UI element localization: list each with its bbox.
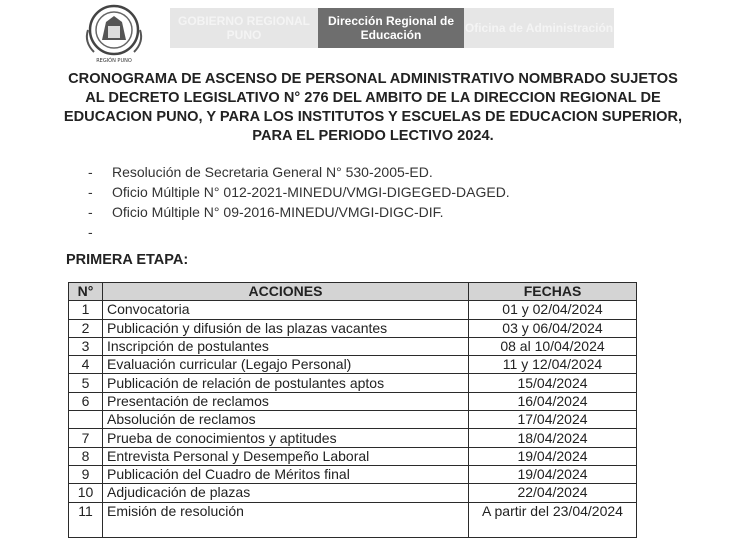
table-row: 7 Prueba de conocimientos y aptitudes 18/04/2024 — [69, 429, 637, 447]
header-fechas: FECHAS — [469, 283, 637, 301]
references-list — [88, 162, 688, 242]
table-row: 9 Publicación del Cuadro de Méritos final 19/04/2024 — [69, 465, 637, 483]
stage-title: PRIMERA ETAPA: — [66, 252, 189, 268]
reference-item: - Oficio Múltiple N° 09-2016-MINEDU/VMGI-DIGC-DIF. — [88, 204, 444, 220]
reference-item: - Oficio Múltiple N° 012-2021-MINEDU/VMGI-DIGEGED-DAGED. — [88, 184, 510, 200]
header-acciones: ACCIONES — [103, 283, 469, 301]
reference-item: - — [88, 224, 93, 240]
table-row: 5 Publicación de relación de postulantes aptos 15/04/2024 — [69, 374, 637, 392]
table-row: 8 Entrevista Personal y Desempeño Laboral 19/04/2024 — [69, 447, 637, 465]
table-row: 10 Adjudicación de plazas 22/04/2024 — [69, 484, 637, 502]
header-gobierno-regional: GOBIERNO REGIONAL PUNO — [170, 8, 318, 48]
table-row: 11 Emisión de resolución A partir del 23/04/2024 — [69, 502, 637, 537]
table-row: Absolución de reclamos 17/04/2024 — [69, 411, 637, 429]
header-no: N° — [69, 283, 103, 301]
schedule-table — [68, 282, 637, 538]
table-row: 4 Evaluación curricular (Legajo Personal) 11 y 12/04/2024 — [69, 356, 637, 374]
seal-icon — [80, 2, 148, 66]
table-header-row — [69, 283, 637, 301]
header-direccion-regional: Dirección Regional de Educación — [318, 8, 464, 48]
regional-seal-logo — [80, 2, 148, 66]
document-title: CRONOGRAMA DE ASCENSO DE PERSONAL ADMINISTRATIVO NOMBRADO SUJETOS AL DECRETO LEGISLATIVO N° 276 DEL AMBITO DE LA DIRECCION REGIONAL DE EDUCACION PUNO, Y PARA LOS INSTITUTOS Y ESCUELAS DE EDUCACION SUPERIOR, PARA EL PERIODO LECTIVO 2024. — [63, 71, 683, 144]
table-row: 6 Presentación de reclamos 16/04/2024 — [69, 392, 637, 410]
svg-text:REGIÓN PUNO: REGIÓN PUNO — [96, 58, 132, 64]
header-oficina-administracion: Oficina de Administración — [464, 8, 614, 48]
table-row: 2 Publicación y difusión de las plazas vacantes 03 y 06/04/2024 — [69, 319, 637, 337]
reference-item: - Resolución de Secretaria General N° 530-2005-ED. — [88, 164, 433, 180]
table-row: 1 Convocatoria 01 y 02/04/2024 — [69, 301, 637, 319]
table-row: 3 Inscripción de postulantes 08 al 10/04/2024 — [69, 337, 637, 355]
